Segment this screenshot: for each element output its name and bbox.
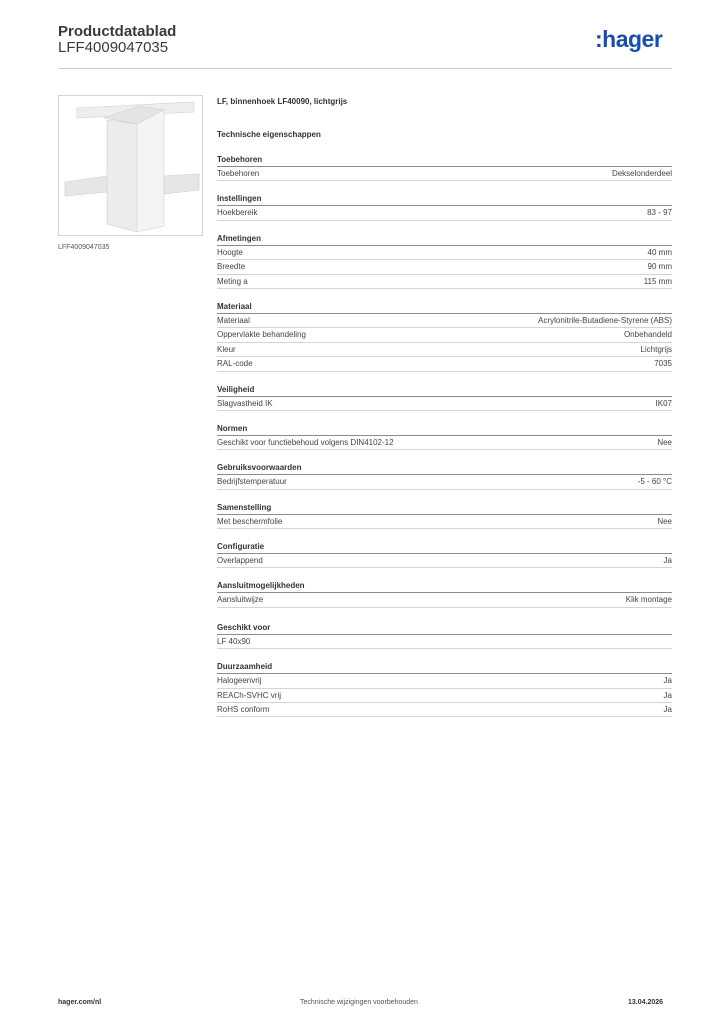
spec-row	[217, 275, 672, 289]
spec-row	[217, 343, 672, 357]
section-title: Samenstelling	[217, 502, 672, 515]
spec-row	[217, 436, 672, 450]
spec-value: Nee	[657, 437, 672, 447]
spec-label: Oppervlakte behandeling	[217, 330, 306, 340]
spec-value: IK07	[655, 398, 672, 408]
spec-label: Hoogte	[217, 247, 243, 257]
spec-value: 90 mm	[647, 262, 672, 272]
spec-label: Met beschermfolie	[217, 516, 283, 526]
spec-value: Klik montage	[625, 595, 672, 605]
spec-section	[217, 384, 672, 411]
spec-section	[217, 193, 672, 220]
spec-label: REACh-SVHC vrij	[217, 690, 282, 700]
spec-value: Ja	[663, 705, 672, 715]
section-title: Configuratie	[217, 541, 672, 554]
spec-label: Slagvastheid IK	[217, 398, 273, 408]
spec-value: -5 - 60 °C	[637, 477, 672, 487]
spec-label: Geschikt voor functiebehoud volgens DIN4102-12	[217, 437, 394, 447]
section-title: Toebehoren	[217, 154, 672, 167]
spec-label: Meting a	[217, 276, 248, 286]
spec-row	[217, 515, 672, 529]
spec-value: Ja	[663, 676, 672, 686]
spec-label: Aansluitwijze	[217, 595, 264, 605]
spec-value: Acrylonitrile-Butadiene-Styrene (ABS)	[538, 315, 672, 325]
spec-row	[217, 703, 672, 717]
spec-section	[217, 154, 672, 181]
spec-value: Lichtgrijs	[640, 344, 672, 354]
footer-date: 13.04.2026	[628, 999, 664, 1006]
section-title: Geschikt voor	[217, 622, 672, 635]
section-title: Veiligheid	[217, 384, 672, 397]
spec-row	[217, 635, 672, 649]
spec-section	[217, 233, 672, 289]
spec-label: Hoekbereik	[217, 208, 258, 218]
section-title: Gebruiksvoorwaarden	[217, 462, 672, 475]
spec-label: Kleur	[217, 344, 236, 354]
spec-content	[217, 97, 672, 729]
spec-value: 83 - 97	[647, 208, 672, 218]
spec-value: 115 mm	[643, 276, 672, 286]
technical-properties-heading: Technische eigenschappen	[217, 130, 321, 139]
spec-label: Breedte	[217, 262, 246, 272]
spec-section	[217, 423, 672, 450]
spec-label: RoHS conform	[217, 705, 270, 715]
header-title: Productdatablad	[58, 23, 177, 40]
spec-row	[217, 314, 672, 328]
spec-section	[217, 580, 672, 607]
product-title: LF, binnenhoek LF40090, lichtgrijs	[217, 97, 348, 106]
spec-label: RAL-code	[217, 359, 253, 369]
spec-row	[217, 167, 672, 181]
spec-row	[217, 674, 672, 688]
spec-label: Halogeenvrij	[217, 676, 262, 686]
spec-section	[217, 502, 672, 529]
section-title: Instellingen	[217, 193, 672, 206]
footer-disclaimer: Technische wijzigingen voorbehouden	[300, 999, 418, 1006]
spec-row	[217, 475, 672, 489]
spec-section	[217, 462, 672, 489]
section-title: Duurzaamheid	[217, 661, 672, 674]
spec-label: Overlappend	[217, 556, 263, 566]
spec-row	[217, 206, 672, 220]
spec-label: Toebehoren	[217, 169, 260, 178]
spec-label: Bedrijfstemperatuur	[217, 477, 287, 487]
section-title: Normen	[217, 423, 672, 436]
header-reference: LFF4009047035	[58, 39, 169, 56]
image-caption: LFF4009047035	[58, 244, 110, 251]
header-divider	[58, 68, 672, 69]
spec-row	[217, 357, 672, 371]
inner-corner-illustration	[59, 96, 202, 235]
product-image	[58, 95, 203, 236]
spec-value: Dekselonderdeel	[611, 169, 672, 178]
spec-label: LF 40x90	[217, 636, 251, 646]
section-title: Materiaal	[217, 301, 672, 314]
spec-row	[217, 554, 672, 568]
spec-value: Ja	[663, 690, 672, 700]
spec-label: Materiaal	[217, 315, 250, 325]
spec-row	[217, 260, 672, 274]
spec-row	[217, 246, 672, 260]
spec-value: 7035	[654, 359, 672, 369]
spec-section	[217, 622, 672, 649]
spec-value: 40 mm	[647, 247, 672, 257]
footer-website: hager.com/nl	[58, 999, 102, 1006]
spec-value: Onbehandeld	[623, 330, 672, 340]
section-title: Aansluitmogelijkheden	[217, 580, 672, 593]
spec-section	[217, 661, 672, 717]
spec-section	[217, 541, 672, 568]
spec-section	[217, 301, 672, 372]
spec-row	[217, 397, 672, 411]
spec-sections	[217, 154, 672, 717]
section-title: Afmetingen	[217, 233, 672, 246]
spec-value: Nee	[657, 516, 672, 526]
spec-row	[217, 593, 672, 607]
spec-row	[217, 328, 672, 342]
spec-value: Ja	[663, 556, 672, 566]
hager-logo: :hager	[595, 26, 663, 52]
spec-row	[217, 689, 672, 703]
